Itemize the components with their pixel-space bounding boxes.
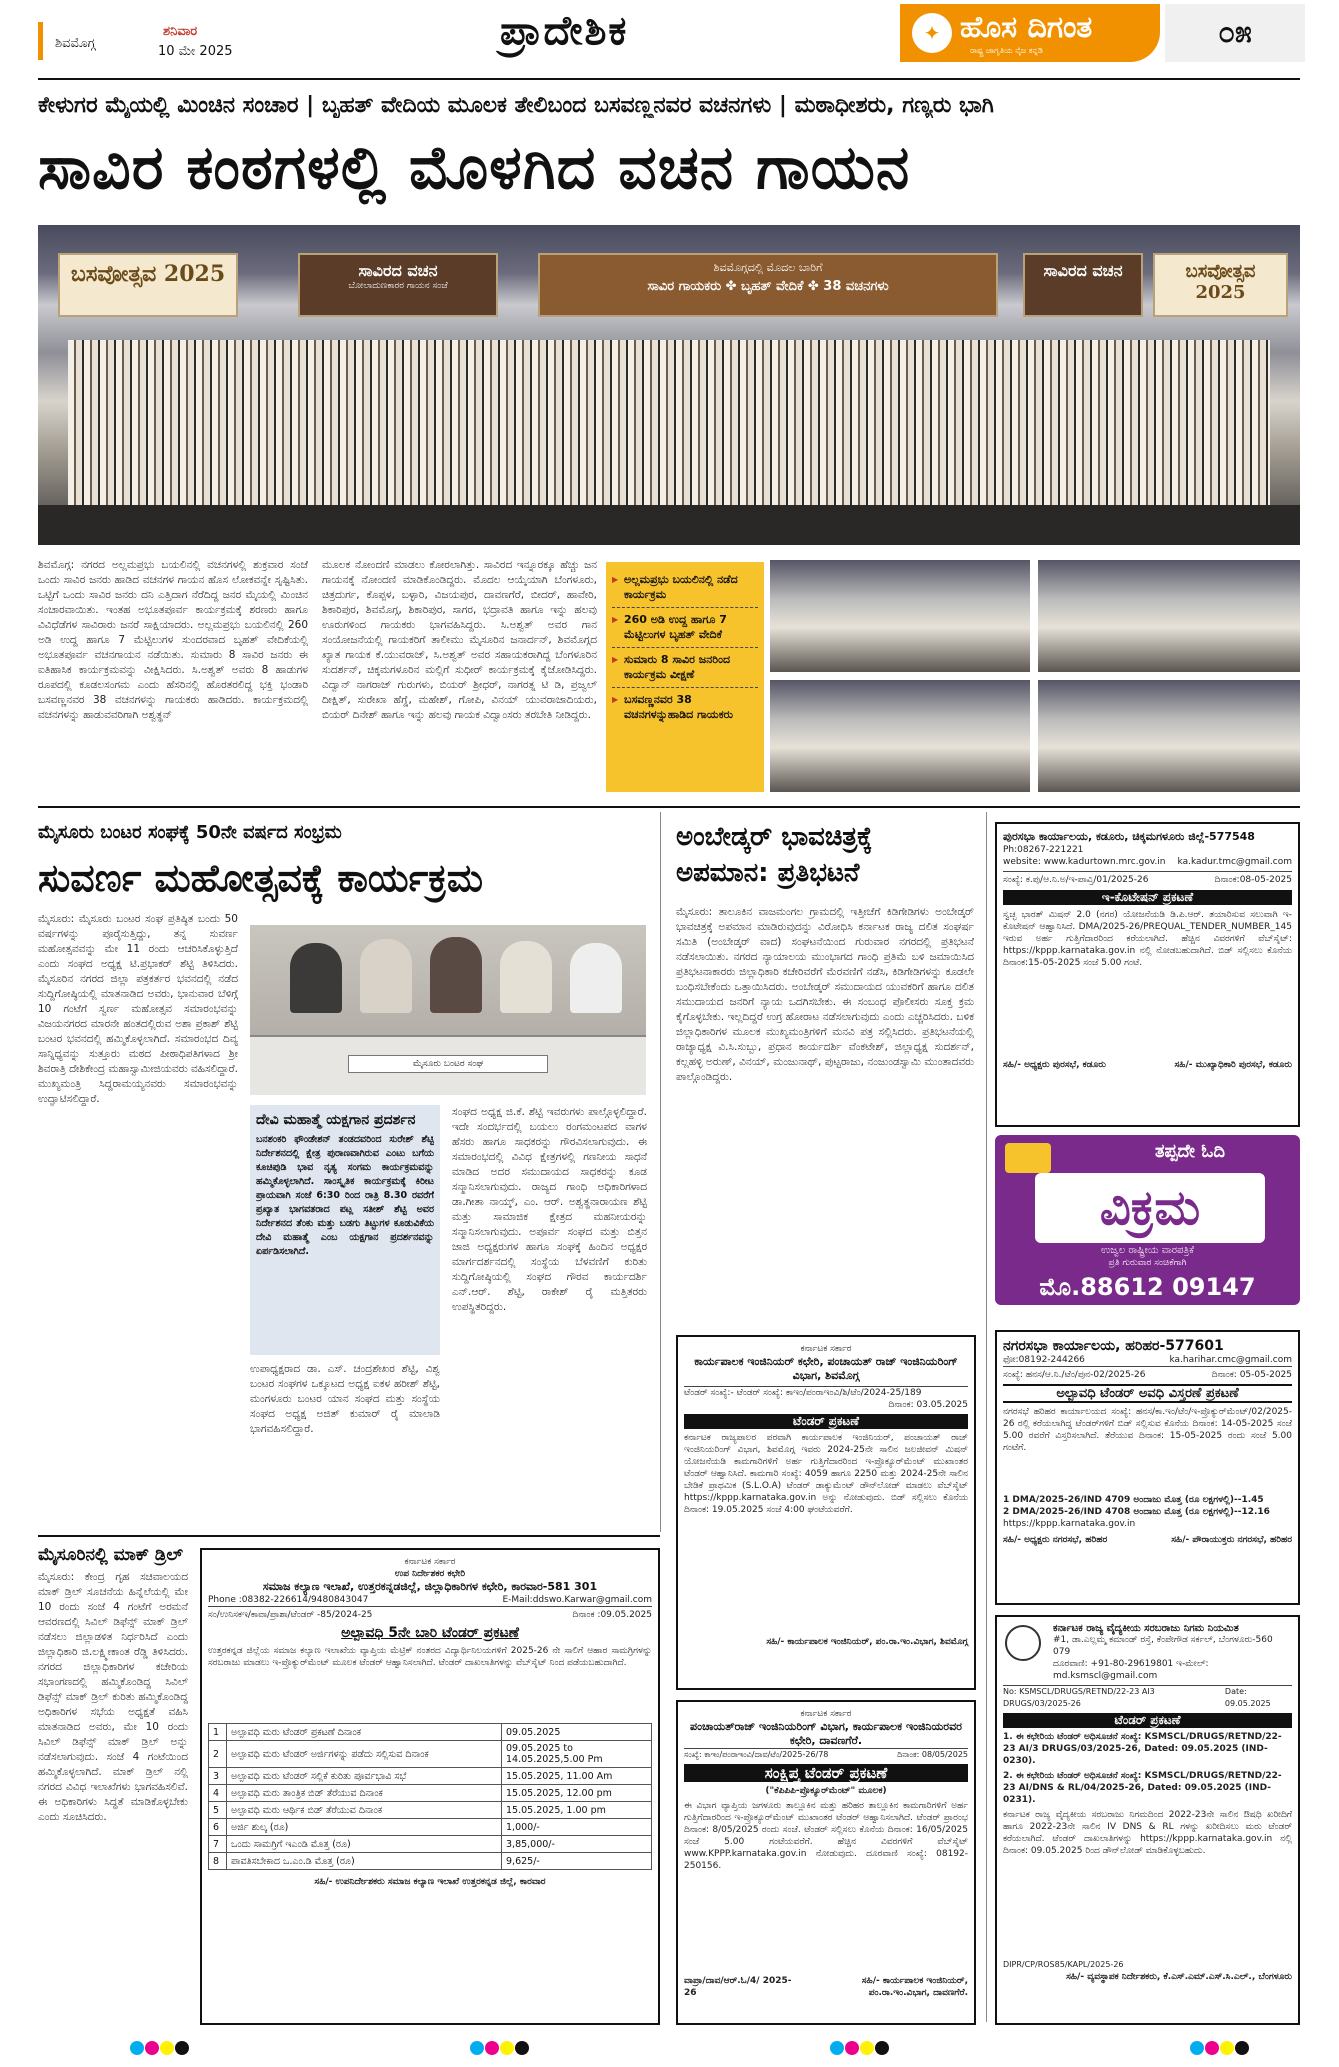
story3-body: ಮೈಸೂರು: ತಾಲೂಕಿನ ವಾಜಮಂಗಲ ಗ್ರಾಮದಲ್ಲಿ ಇತ್ತೀಚೆಗೆ ಕಿಡಿಗೇಡಿಗಳು ಅಂಬೇಡ್ಕರ್ ಭಾವಚಿತ್ರಕ್ಕೆ ಅಪಮಾನ ಮಾಡಿರುವುದನ್ನು ವಿರೋಧಿಸಿ ಕರ್ನಾಟಕ ರಾಜ್ಯ ದಲಿತ ಸಂಘರ್ಷ ಸಮಿತಿ (ಅಂಬೇಡ್ಕರ್ ವಾದ) ಸಂಘಟನೆಯಿಂದ ಗುರುವಾರ ನಗರದಲ್ಲಿ ಪ್ರತಿಭಟನೆ ನಡೆಸಲಾಯಿತು. ನಗರದ ನ್ಯಾಯಾಲಯ ಮುಂಭಾಗದ ಗಾಂಧಿ ಪ್ರತಿಮೆ ಬಳಿ ಜಮಾಯಿಸಿದ ಪ್ರತಿಭಟನಾಕಾರರು ಜಿಲ್ಲಾಧಿಕಾರಿ ಕಚೇರಿವರೆಗೆ ಮೆರವಣಿಗೆ ನಡೆಸಿ, ಕಿಡಿಗೇಡಿಗಳನ್ನು ಕೂಡಲೇ ಬಂಧಿಸಬೇಕೆಂದು ಒತ್ತಾಯಿಸಿದರು. ಅಂಬೇಡ್ಕರ್ ಸಮುದಾಯದ ಯುವಕರಿಗೆ ಹಾಗೂ ದಲಿತ ಸಮುದಾಯದ ಜನರಿಗೆ ನ್ಯಾಯ ಒದಗಿಸಬೇಕು. ಈ ಸಂಬಂಧ ಪೊಲೀಸರು ಸೂಕ್ತ ಕ್ರಮ ಕೈಗೊಳ್ಳಬೇಕು. ಇಲ್ಲದಿದ್ದರೆ ಉಗ್ರ ಹೋರಾಟ ನಡೆಸಲಾಗುವುದು ಎಂದು ಎಚ್ಚರಿಸಿದರು. ಬಳಿಕ ಜಿಲ್ಲಾಧಿಕಾರಿಗಳ ಮೂಲಕ ಮುಖ್ಯಮಂತ್ರಿಗಳಿಗೆ ಮನವಿ ಪತ್ರ ಸಲ್ಲಿಸಿದರು. ಪ್ರತಿಭಟನೆಯಲ್ಲಿ ರಾಜ್ಯಾಧ್ಯಕ್ಷ ವಿ.ಸಿ.ಸುಬ್ಬು, ಪ್ರಧಾನ ಕಾರ್ಯದರ್ಶಿ ವೆಂಕಟೇಶ್, ಜಿಲ್ಲಾಧ್ಯಕ್ಷ ಸುದರ್ಶನ್, ಕಲ್ಲಹಳ್ಳಿ ಅರುಣ್, ವಿನಯ್, ಮಂಜುನಾಥ್, ಪುಟ್ಟರಾಜು, ನಂಜುಂಡಸ್ವಾಮಿ ಮುಂತಾದವರು ಪಾಲ್ಗೊಂಡಿದ್ದರು. xyxy=(676,906,974,1083)
ad-ref: ಸಂಖ್ಯೆ: ಕ.ಪು/ಆ.ನಿ.ಅ/ಇ-ಪಾವ್ತಿ/01/2025-26 xyxy=(1003,875,1149,885)
ad-signatures xyxy=(1003,1059,1292,1071)
ad-sign: ಸಹಿ/- ಕಾರ್ಯಪಾಲಕ ಇಂಜಿನಿಯರ್, ಪಂ.ರಾ.ಇಂ.ವಿಭಾಗ, ಶಿವಮೊಗ್ಗ xyxy=(766,1637,968,1647)
table-row xyxy=(209,1819,652,1836)
ad-ref-row xyxy=(684,1748,968,1761)
ad-phone: ಫೋ:08192-244266 xyxy=(1003,1355,1085,1365)
ad-contact-row xyxy=(1003,856,1292,868)
ad-ref-row xyxy=(1003,1366,1292,1381)
row-number: 3 xyxy=(209,1768,227,1785)
print-registration-marks xyxy=(130,2040,190,2059)
masthead-dateline xyxy=(38,22,258,60)
table-row xyxy=(209,1768,652,1785)
ad-ref-row xyxy=(1003,1685,1292,1710)
ad-body: ನಗರಸಭೆ ಹರಿಹರ ಕಾರ್ಯಾಲಯದ ಸಂಖ್ಯೆ: ಹನಸ/ಕಾ.ಇಂ/ಟೆಂ/ಇ-ಪ್ರೊಕ್ಯುರ್‌ಮೆಂಟ್/02/2025-26 ರಲ್ಲಿ ಕರೆಯಲಾಗಿದ್ದ ಟೆಂಡರ್‌ಗಳಿಗೆ ಬಿಡ್ ಸಲ್ಲಿಸುವ ಕೊನೆಯ ದಿನಾಂಕ: 14-05-2025 ಸಂಜೆ 5.00 ರವರೆಗೆ ವಿಸ್ತರಿಸಲಾಗಿದೆ. ತೆರೆಯುವ ದಿನಾಂಕ: 15-05-2025 ರಂದು ಸಂಜೆ 5.00 ಗಂಟೆಗೆ. xyxy=(1003,1407,1292,1453)
ad-sign: ಸಹಿ/- ಅಧ್ಯಕ್ಷರು ನಗರಸಭೆ, ಹರಿಹರ xyxy=(1003,1535,1108,1545)
person-figure xyxy=(430,937,482,1013)
ad-sign: ಸಹಿ/- ಅಧ್ಯಕ್ಷರು ಪುರಸಭೆ, ಕಡೂರು xyxy=(1003,1060,1106,1070)
story3-kicker: ಅಂಬೇಡ್ಕರ್ ಭಾವಚಿತ್ರಕ್ಕೆ xyxy=(676,822,873,852)
lead-headline: ಸಾವಿರ ಕಂಠಗಳಲ್ಲಿ ಮೊಳಗಿದ ವಚನ ಗಾಯನ xyxy=(38,133,911,203)
tender-schedule-table xyxy=(208,1723,652,1870)
ad-org: ಕರ್ನಾಟಕ ರಾಜ್ಯ ವೈದ್ಯಕೀಯ ಸರಬರಾಜು ನಿಗಮ ನಿಯಮಿತ xyxy=(1053,1623,1239,1634)
ad-website: website: www.kadurtown.mrc.gov.in xyxy=(1003,857,1166,867)
ad-body: ಸ್ವಚ್ಛ ಭಾರತ್ ಮಿಷನ್ 2.0 (ನಗರ) ಯೋಜನೆಯಡಿ ಡಿ.ಪಿ.ಆರ್. ತಯಾರಿಸುವ ಸಲುವಾಗಿ ಇ-ಕೊಟೇಷನ್ ಆಹ್ವಾನಿಸಿದೆ. DMA/2025-26/PREQUAL_TENDER_NUMBER_145 ಇರುವ ಅರ್ಹ ಗುತ್ತಿಗೆದಾರರಿಂದ ಕರೆಯಲಾಗಿದೆ. ಹೆಚ್ಚಿನ ವಿವರಗಳಿಗೆ ವೆಬ್‌ಸೈಟ್: https://kppp.karnataka.gov.in ನಲ್ಲಿ ನೋಡಬಹುದಾಗಿದೆ. ಬಿಡ್ ಸಲ್ಲಿಸಲು ಕೊನೆಯ ದಿನಾಂಕ:15-05-2025 ಸಂಜೆ 5.00 ಗಂಟೆ. xyxy=(1003,910,1292,968)
sidebar-box-body: ಬನಶಂಕರಿ ಫೌಂಡೇಶನ್ ತಂಡದವರಿಂದ ಸುರೇಶ್ ಶೆಟ್ಟಿ ನಿರ್ದೇಶನದಲ್ಲಿ ಕ್ಷೇತ್ರ ಪುರಾಣವಾಗಿರುವ ಎಂಟು ಬಗೆಯ ಕೂಚಿಪುಡಿ ಭಾವ ನೃತ್ಯ ಸಂಗಮ ಕಾರ್ಯಕ್ರಮವನ್ನು ಹಮ್ಮಿಕೊಳ್ಳಲಾಗಿದೆ. ಸಾಂಸ್ಕೃತಿಕ ಕಾರ್ಯಕ್ರಮಕ್ಕೆ ಕಿರೀಟ ಪ್ರಾಯವಾಗಿ ಸಂಜೆ 6:30 ರಿಂದ ರಾತ್ರಿ 8.30 ರವರೆಗೆ ಪ್ರಖ್ಯಾತ ಭಾಗವತರಾದ ಪಟ್ಲ ಸತೀಶ್ ಶೆಟ್ಟಿ ಅವರ ನಿರ್ದೇಶನದ ತೆಂಕು ಮತ್ತು ಬಡಗು ತಿಟ್ಟುಗಳ ಕೂಡುವಿಕೆಯ ದೇವಿ ಮಹಾತ್ಮೆ ಎಂಬ ಯಕ್ಷಗಾನ ಪ್ರದರ್ಶನವನ್ನು ಏರ್ಪಡಿಸಲಾಗಿದೆ. xyxy=(256,1134,434,1257)
ad-item: 2. ಈ ಕಛೇರಿಯ ಟೆಂಡರ್ ಅಧಿಸೂಚನೆ ಸಂಖ್ಯೆ: KSMSCL/DRUGS/RETND/22-23 AI/DNS & RL/04/2025-26, Dated: 09.05.2025 (IND-0231). xyxy=(1003,1771,1282,1805)
person-figure xyxy=(500,941,552,1013)
stage-floor xyxy=(38,505,1300,545)
story4-headline: ಮೈಸೂರಿನಲ್ಲಿ ಮಾಕ್ ಡ್ರಿಲ್ xyxy=(38,1545,183,1565)
highlight-item: ▶ ಸುಮಾರು 8 ಸಾವಿರ ಜನರಿಂದ ಕಾರ್ಯಕ್ರಮ ವೀಕ್ಷಣೆ xyxy=(612,648,758,688)
story2-sidebar-box xyxy=(250,1105,440,1355)
ad-ref-date: ದಿನಾಂಕ :09.05.2025 xyxy=(572,1610,652,1620)
ad-body: ಕರ್ನಾಟಕ ರಾಜ್ಯಪಾಲರ ಪರವಾಗಿ ಕಾರ್ಯಪಾಲಕ ಇಂಜಿನಿಯರ್, ಪಂಚಾಯತ್ ರಾಜ್ ಇಂಜಿನಿಯರಿಂಗ್ ವಿಭಾಗ, ಶಿವಮೊಗ್ಗ ಇವರು 2024-25ನೇ ಸಾಲಿನ ಜಲಜೀವನ್ ಮಿಷನ್ ಯೋಜನೆಯಡಿ ಕಾಮಗಾರಿಗಳಿಗೆ ಅರ್ಹ ಗುತ್ತಿಗೆದಾರರಿಂದ ಇ-ಪ್ರೊಕ್ಯೂರ್‌ಮೆಂಟ್ ಮುಖಾಂತರ ಟೆಂಡರ್ ಆಹ್ವಾನಿಸಿದೆ. ಕಾಮಗಾರಿ ಸಂಖ್ಯೆ: 4059 ಹಾಗೂ 2250 ಮತ್ತು 2024-25ನೇ ಸಾಲಿನ ಬೇಡಿಕೆ ಪ್ರಾಥಮಿಕ (S.L.O.A) ಟೆಂಡರ್ ಡಾಕ್ಯುಮೆಂಟ್ ಡೌನ್‌ಲೋಡ್ ಮಾಡಲು ವೆಬ್‌ಸೈಟ್ https://kppp.karnataka.gov.in ಅನ್ನು ನೋಡುವುದು. ಬಿಡ್ ಸಲ್ಲಿಸಲು ಕೊನೆಯ ದಿನಾಂಕ: 19.05.2025 ಸಂಜೆ 4:00 ಘಂಟೆಯವರೆಗೆ. xyxy=(684,1433,968,1515)
ad-contact-row xyxy=(208,1594,652,1606)
print-registration-marks xyxy=(830,2040,890,2059)
story2-photo xyxy=(250,925,646,1095)
ad-office: ಪುರಸಭಾ ಕಾರ್ಯಾಲಯ, ಕಡೂರು, ಚಿಕ್ಕಮಗಳೂರು ಜಿಲ್ಲೆ-577548 xyxy=(1003,830,1255,843)
ad-ref: ಟೆಂಡರ್ ಸಂಖ್ಯೆ:- ಟೆಂಡರ್ ಸಂಖ್ಯೆ: ಕಾಇಂ/ಪಂರಾಇಂವಿ/ಶಿ/ಟೆಂ/2024-25/189 xyxy=(684,1386,968,1399)
ad-subtitle: ("ಕೆಪಿಪಿಪಿ-ಪ್ರೊಕ್ಯೂರ್‌ಮೆಂಟ್" ಮೂಲಕ) xyxy=(765,1786,887,1796)
ad-gov: ಕರ್ನಾಟಕ ಸರ್ಕಾರ xyxy=(800,1344,852,1354)
brand-name: ಹೊಸ ದಿಗಂತ xyxy=(960,10,1093,45)
print-registration-marks xyxy=(1190,2040,1250,2059)
ad-ref: No: KSMSCL/DRUGS/RETND/22-23 AI3 DRUGS/03/2025-26 xyxy=(1003,1687,1155,1708)
lead-body-col2: ಮೂಲಕ ನೋಂದಣಿ ಮಾಡಲು ಕೋರಲಾಗಿತ್ತು. ಸಾವಿರದ ಇನ್ನೂರಕ್ಕೂ ಹೆಚ್ಚು ಜನ ಗಾಯನಕ್ಕೆ ನೋಂದಣಿ ಮಾಡಿಕೊಂಡಿದ್ದರು. ಮೊದಲ ಆಯ್ಕೆಯಾಗಿ ಬೆಂಗಳೂರು, ಚಿತ್ರದುರ್ಗ, ಕೊಪ್ಪಳ, ಬಳ್ಳಾರಿ, ವಿಜಯಪುರ, ದಾವಣಗೆರೆ, ಬೀದರ್, ಹಾವೇರಿ, ಶಿಕಾರಿಪುರ, ಶಿವಮೊಗ್ಗ, ಶಿಕಾರಿಪುರ, ಸಾಗರ, ಭದ್ರಾವತಿ ಹಾಗೂ ಇನ್ನು ಹಲವು ಊರುಗಳಿಂದ ಗಾಯಕರು ಭಾಗವಹಿಸಿದ್ದರು. ಸಿ.ಅಶ್ವತ್ ಅವರ ಗಾನ ಸಂಯೋಜನೆಯಲ್ಲಿ ಗಾಯಕರಿಗೆ ತಾಲೀಮು ಮೈಸೂರಿನ ಜನಾರ್ದನ್, ಶಿವಮೊಗ್ಗದ ಖ್ಯಾತ ಗಾಯಕ ಕೆ.ಯುವರಾಜ್, ಸಿ.ಅಶ್ವತ್ ಅವರ ಸಹಾಯಕರಾಗಿದ್ದ ಬೆಂಗಳೂರಿನ ಸುದರ್ಶನ್, ಚಿಕ್ಕಮಗಳೂರಿನ ಮಲ್ಲಿಗೆ ಸುಧೀರ್ ಕಾರ್ಯಕ್ರಮಕ್ಕೆ ಕೈಜೋಡಿಸಿದ್ದರು. ವಿದ್ವಾನ್ ನಾಗರಾಜ್ ಗುರುಗಳು, ಬಿಯರ್ ಶ್ರೀಧರ್, ನಾಗರತ್ನ ಟಿ ಡಿ, ಪ್ರಜ್ವಲ್ ದೀಕ್ಷಿತ್, ಸುರೇಖಾ ಹೆಗ್ಡೆ, ಮಹೇಶ್, ಗೋಪಿ, ವಿನಯ್ ಯುವರಾಜಾದಿಯರು, ಬಿಯರ್ ದಿನೇಶ್ ಹಾಗೂ ಇನ್ನು ಹಲವು ಗಾಯಕ ವಿದ್ವಾಂಸರು ತರಬೇತಿ ನೀಡಿದ್ದರು. xyxy=(322,559,597,721)
row-number: 8 xyxy=(209,1853,227,1870)
ad-gov: ಕರ್ನಾಟಕ ಸರ್ಕಾರ xyxy=(404,1557,456,1567)
table-banner: ಮೈಸೂರು ಬಂಟರ ಸಂಘ xyxy=(348,1055,548,1073)
print-registration-marks xyxy=(470,2040,530,2059)
table-row xyxy=(209,1802,652,1819)
row-label: ಒಂದು ಸಾಮಗ್ರಿಗೆ ಇಎಂಡಿ ಮೊತ್ತ (ರೂ) xyxy=(227,1836,502,1853)
ad-office: ಪಂಚಾಯತ್‌ರಾಜ್ ಇಂಜಿನಿಯರಿಂಗ್ ವಿಭಾಗ, ಕಾರ್ಯಪಾಲಕ ಇಂಜಿನಿಯರವರ ಕಛೇರಿ, ದಾವಣಗೆರೆ. xyxy=(690,1720,962,1747)
ad-title: ಟೆಂಡರ್ ಪ್ರಕಟಣೆ xyxy=(684,1414,968,1429)
ad-ref-date: Date: 09.05.2025 xyxy=(1224,1687,1271,1708)
ad-footer-row xyxy=(1003,1959,1292,1971)
ad-phone: Phone :08382-226614/9480843047 xyxy=(208,1595,369,1605)
ad-sign: ಸಹಿ/- ಉಪನಿರ್ದೇಶಕರು ಸಮಾಜ ಕಲ್ಯಾಣ ಇಲಾಖೆ ಉತ್ತರಕನ್ನಡ ಜಿಲ್ಲೆ, ಕಾರವಾರ xyxy=(314,1877,546,1887)
ad-kadur xyxy=(995,822,1300,1127)
ad-footer-row xyxy=(684,1975,968,1999)
ad-title: ಅಲ್ಪಾವಧಿ 5ನೇ ಬಾರಿ ಟೆಂಡರ್ ಪ್ರಕಟಣೆ xyxy=(341,1625,519,1641)
ad-sign: ಸಹಿ/- ಮುಖ್ಯಾಧಿಕಾರಿ ಪುರಸಭೆ, ಕಡೂರು xyxy=(1174,1060,1292,1070)
banner-basavotsava-left: ಬಸವೋತ್ಸವ 2025 xyxy=(58,253,238,317)
banner-center xyxy=(538,253,998,317)
press-table xyxy=(250,1035,646,1095)
ad-office: ಕಾರ್ಯಪಾಲಕ ಇಂಜಿನಿಯರ್ ಕಛೇರಿ, ಪಂಚಾಯತ್ ರಾಜ್ ಇಂಜಿನಿಯರಿಂಗ್ ವಿಭಾಗ, ಶಿವಮೊಗ್ಗ xyxy=(694,1355,958,1382)
row-label: ಅಲ್ಪಾವಧಿ ಮರು ತಾಂತ್ರಿಕ ಬಿಡ್ ತೆರೆಯುವ ದಿನಾಂಕ xyxy=(227,1785,502,1802)
flag-icon xyxy=(1005,1143,1051,1173)
event-photo-1 xyxy=(770,560,1030,672)
sidebar-box-title: ದೇವಿ ಮಹಾತ್ಮೆ ಯಕ್ಷಗಾನ ಪ್ರದರ್ಶನ xyxy=(256,1112,416,1128)
row-value: 1,000/- xyxy=(502,1819,652,1836)
dateline-date: 10 ಮೇ 2025 xyxy=(158,44,233,59)
row-value: 09.05.2025 xyxy=(502,1724,652,1741)
row-number: 2 xyxy=(209,1741,227,1768)
person-figure xyxy=(360,939,412,1013)
section-title: ಪ್ರಾದೇಶಿಕ xyxy=(500,8,629,54)
row-value: 09.05.2025 to 14.05.2025,5.00 Pm xyxy=(502,1741,652,1768)
ad-body: ಉತ್ತರಕನ್ನಡ ಜಿಲ್ಲೆಯ ಸಮಾಜ ಕಲ್ಯಾಣ ಇಲಾಖೆಯ ವ್ಯಾಪ್ತಿಯ ಮೆಟ್ರಿಕ್ ನಂತರದ ವಿದ್ಯಾರ್ಥಿನಿಲಯಗಳಿಗೆ 2025-26 ನೇ ಸಾಲಿಗೆ ಆಹಾರ ಸಾಮಗ್ರಿಗಳನ್ನು ಸರಬರಾಜು ಮಾಡಲು ಇ-ಪ್ರೊಕ್ಯುರ್‌ಮೆಂಟ್ ಮೂಲಕ ಟೆಂಡರ್ ಆಹ್ವಾನಿಸಲಾಗಿದೆ. ಟೆಂಡರ್ ದಾಖಲಾತಿಗಳನ್ನು ವೆಬ್‌ಸೈಟ್ ನಿಂದ ಪಡೆಯಬಹುದಾಗಿದೆ. xyxy=(208,1646,652,1668)
row-number: 1 xyxy=(209,1724,227,1741)
divider xyxy=(986,812,987,2022)
ad-ref-row xyxy=(1003,871,1292,886)
ad-title: ಟೆಂಡರ್ ಪ್ರಕಟಣೆ xyxy=(1003,1713,1292,1728)
ad-contact: ದೂರವಾಣಿ: +91-80-29619801 ಇ-ಮೇಲ್: md.ksmscl@gmail.com xyxy=(1053,1659,1209,1681)
highlight-item: ▶ ಬಸವಣ್ಣನವರ 38 ವಚನಗಳನ್ನುಹಾಡಿದ ಗಾಯಕರು xyxy=(612,688,758,727)
choir-crowd xyxy=(68,340,1270,510)
table-row xyxy=(209,1785,652,1802)
banner-savirada-vachana-left xyxy=(298,253,498,317)
event-photo-4 xyxy=(1038,680,1300,792)
newspaper-logo xyxy=(900,4,1160,62)
ad-office: ನಗರಸಭಾ ಕಾರ್ಯಾಲಯ, ಹರಿಹರ-577601 xyxy=(1003,1338,1224,1354)
ad-harihar xyxy=(995,1330,1300,1605)
ad-body: ಕರ್ನಾಟಕ ರಾಜ್ಯ ವೈದ್ಯಕೀಯ ಸರಬರಾಜು ನಿಗಮದಿಂದ 2022-23ನೇ ಸಾಲಿನ ಔಷಧಿ ಖರೀದಿಗೆ ಹಾಗೂ 2022-23ನೇ ಸಾಲಿನ IV DNS & RL ಗಳನ್ನು ಖರೀದಿಸಲು ಮರು ಟೆಂಡರ್ ಕರೆಯಲಾಗಿದೆ. ಟೆಂಡರ್ ದಾಖಲಾತಿಗಳನ್ನು https://kppp.karnataka.gov.in ನಲ್ಲಿ ದಿನಾಂಕ: 09.05.2025 ರಿಂದ ಡೌನ್‌ಲೋಡ್ ಮಾಡಿಕೊಳ್ಳಬಹುದು. xyxy=(1003,1810,1292,1856)
ad-sign: ಸಹಿ/- ಕಾರ್ಯಪಾಲಕ ಇಂಜಿನಿಯರ್, ಪಂ.ರಾ.ಇಂ.ವಿಭಾಗ, ದಾವಣಗೆರೆ. xyxy=(861,1976,968,1998)
divider xyxy=(38,806,1300,808)
ad-pwd-shivamogga xyxy=(676,1335,976,1690)
dateline-day: ಶನಿವಾರ xyxy=(163,24,198,39)
ad-title: ಅಲ್ಪಾವಧಿ ಟೆಂಡರ್ ಅವಧಿ ವಿಸ್ತರಣೆ ಪ್ರಕಟಣೆ xyxy=(1003,1384,1292,1403)
vikrama-sub2: ಪ್ರತಿ ಗುರುವಾರ ಸಂಚಿಕೆಗಾಗಿ xyxy=(1108,1258,1187,1268)
banner-center-top: ಶಿವಮೊಗ್ಗದಲ್ಲಿ ಮೊದಲ ಬಾರಿಗೆ xyxy=(713,261,823,274)
story2-body-col3: ಸಂಘದ ಅಧ್ಯಕ್ಷ ಜಿ.ಕೆ. ಶೆಟ್ಟಿ ಇವರುಗಳು ಪಾಲ್ಗೊಳ್ಳಲಿದ್ದಾರೆ. ಇದೇ ಸಂದರ್ಭದಲ್ಲಿ ಬಯಲು ರಂಗಮಂಟಪದ ವಾಗಳ ಹೆಸರು ಹಾಗೂ ಸಾಧಕರನ್ನು ಗೌರವಿಸಲಾಗುವುದು. ಈ ಸಮಾರಂಭದಲ್ಲಿ ವಿವಿಧ ಕ್ಷೇತ್ರಗಳಲ್ಲಿ ಗಣನೀಯ ಸಾಧನೆ ಮಾಡಿದ ಅದರ ಸಮುದಾಯದ ಸಾಧಕರನ್ನು ಕೂಡ ಸನ್ಮಾನಿಸಲಾಗುವುದು. ರಾಜ್ಯದ ಗಾಂಧಿ ಅಧಿಕಾರಿಗಳಾದ ಡಾ.ಗೀತಾ ನಾಯ್ಕ್, ಎಂ. ಆರ್. ಅಶ್ವತ್ಥನಾರಾಯಣ ಶೆಟ್ಟಿ ಮತ್ತು ಸಾಮಾಜಿಕ ಕ್ಷೇತ್ರದ ಮಹನೀಯರನ್ನು ಸನ್ಮಾನಿಸಲಾಗುವುದು. ಅಪೂರ್ವ ಸಂಘದ ಮತ್ತು ಬಿತ್ತನ ಜಾಜಿ ಅಧ್ಯಕ್ಷರುಗಳ ಹಾಗೂ ಸಂಘಕ್ಕೆ ಹಿಂದಿನ ಅಧ್ಯಕ್ಷರ ಮಾರ್ಗದರ್ಶನದಲ್ಲಿ ಸಂಸ್ಥೆಯ ಬೆಳವಣಿಗೆ ಕುರಿತು ಸುದ್ದಿಗೋಷ್ಠಿಯಲ್ಲಿ ಸಂಘದ ಗೌರವ ಕಾರ್ಯದರ್ಶಿ ಎನ್.ಆರ್. ಶೆಟ್ಟಿ, ರಾಕೇಶ್ ರೈ ಮತ್ತಿತರರು ಉಪಸ್ಥಿತರಿದ್ದರು. xyxy=(452,1106,647,1313)
ad-ref-date: ದಿನಾಂಕ: 03.05.2025 xyxy=(888,1400,968,1410)
ad-ksmscl xyxy=(995,1615,1300,2025)
table-row xyxy=(209,1741,652,1768)
ad-addr: #1, ಡಾ.ಎಲ್ಲಮ್ಮ ಕಮಾಂಡ್ ರಸ್ತೆ, ಕೆಂಪೇಗೌಡ ಸರ್ಕಲ್, ಬೆಂಗಳೂರು-560 079 xyxy=(1053,1635,1273,1657)
highlight-item: ▶ ಅಲ್ಲಮಪ್ರಭು ಬಯಲಿನಲ್ಲಿ ನಡೆದ ಕಾರ್ಯಕ್ರಮ xyxy=(612,568,758,608)
banner-text: ಸಾವಿರದ ವಚನ xyxy=(358,261,438,280)
table-row xyxy=(209,1853,652,1870)
row-number: 7 xyxy=(209,1836,227,1853)
row-label: ಅಲ್ಪಾವಧಿ ಮರು ಟೆಂಡರ್ ಸಲ್ಲಿಕೆ ಕುರಿತು ಪೂರ್ವಭಾವಿ ಸಭೆ xyxy=(227,1768,502,1785)
row-value: 15.05.2025, 1.00 pm xyxy=(502,1802,652,1819)
row-label: ಅಲ್ಪಾವಧಿ ಮರು ಟೆಂಡರ್ ಅರ್ಜಿಗಳನ್ನು ಪಡೆದು ಸಲ್ಲಿಸುವ ದಿನಾಂಕ xyxy=(227,1741,502,1768)
table-row xyxy=(209,1836,652,1853)
ad-office: ಸಮಾಜ ಕಲ್ಯಾಣ ಇಲಾಖೆ, ಉತ್ತರಕನ್ನಡಜಿಲ್ಲೆ, ಜಿಲ್ಲಾಧಿಕಾರಿಗಳ ಕಛೇರಿ, ಕಾರವಾರ-581 301 xyxy=(262,1580,598,1593)
emblem-icon xyxy=(1005,1625,1041,1661)
ad-sign: ಸಹಿ/- ಪೌರಾಯುಕ್ತರು ನಗರಸಭೆ, ಹರಿಹರ xyxy=(1171,1535,1292,1545)
brand-tagline: ರಾಷ್ಟ್ರ ಜಾಗೃತಿಯ ನೈಜ ಕನ್ನಡಿ xyxy=(970,46,1043,55)
ad-karwar xyxy=(200,1548,660,2025)
lead-body-col1: ಶಿವಮೊಗ್ಗ: ನಗರದ ಅಲ್ಲಮಪ್ರಭು ಬಯಲಿನಲ್ಲಿ ವಚನಗಳಲ್ಲಿ ಶುಕ್ರವಾರ ಸಂಜೆ ಒಂದು ಸಾವಿರ ಜನರು ಹಾಡಿದ ವಚನಗಳ ಗಾಯನ ಹೊಸ ಲೋಕವನ್ನೇ ಸೃಷ್ಟಿಸಿತು. ಒಟ್ಟಿಗೆ ಒಂದು ಸಾವಿರ ಜನರು ದನಿ ಎತ್ತಿದಾಗ ನೆರೆದಿದ್ದ ಜನರ ಮೈಯಲ್ಲಿ ಮಿಂಚಿನ ಸಂಚಾರವಾಯಿತು. ಇಂತಹ ಅಭೂತಪೂರ್ವ ಕಾರ್ಯಕ್ರಮಕ್ಕೆ ಶರಣರು ಹಾಗೂ ವಿವಿಧೆಡೆಗಳ ಸಾವಿರಾರು ಜನರೆ ಸಾಕ್ಷಿಯಾದರು. ಅಲ್ಲಮಪ್ರಭು ಬಯಲಿನಲ್ಲಿ 260 ಅಡಿ ಉದ್ದ ಹಾಗೂ 7 ಮೆಟ್ಟಿಲುಗಳ ಸುಂದರವಾದ ಬೃಹತ್ ವೇದಿಕೆಯಲ್ಲಿ ಅಭೂತಪೂರ್ವ ವಚನಗಾಯನ ನಡೆಯಿತು. ಸುಮಾರು 8 ಸಾವಿರ ಜನರು ಈ ಐತಿಹಾಸಿಕ ಕಾರ್ಯಕ್ರಮವನ್ನು ವೀಕ್ಷಿಸಿದರು. ಸಿ.ಅಶ್ವತ್ ಅವರು 8 ಹಾಡುಗಳ ರೂಪದಲ್ಲಿ ಕೂಡಲಸಂಗಮ ಎಂದು ಹೆಸರಿನಲ್ಲಿ ಹೊರತರಲಿದ್ದ ಭಕ್ತಿ ಭಂಡಾರಿ ಬಸವಣ್ಣನವರ 38 ವಚನಗಳನ್ನು ಗಾಯಕರು ಹಾಡಿದರು. ಕಾರ್ಯಕ್ರಮದಲ್ಲಿ ವಚನಗಳನ್ನು ಹಾಡುವವರಿಗಾಗಿ ಅಶ್ವತ್ಥನ್ xyxy=(38,559,308,721)
ad-row: 1 DMA/2025-26/IND 4709 ಅಂದಾಜು ಮೊತ್ತ (ರೂ ಲಕ್ಷಗಳಲ್ಲಿ)--1.45 xyxy=(1003,1495,1264,1505)
ad-contact-row xyxy=(1003,1354,1292,1366)
event-photo-3 xyxy=(770,680,1030,792)
page-number: ೦೫ xyxy=(1165,4,1305,62)
row-number: 4 xyxy=(209,1785,227,1802)
ad-ref: ಸಂಖ್ಯೆ: ಕಾಇಂ/ಪಂರಾಇಂವಿ/ದಾವ/ಟೆಂ/2025-26/78 xyxy=(684,1750,829,1759)
row-value: 9,625/- xyxy=(502,1853,652,1870)
banner-savirada-vachana-right: ಸಾವಿರದ ವಚನ xyxy=(1023,253,1143,317)
highlights-box xyxy=(606,562,764,792)
row-value: 15.05.2025, 11.00 Am xyxy=(502,1768,652,1785)
ad-ref-date: ದಿನಾಂಕ: 05-05-2025 xyxy=(1211,1370,1292,1380)
divider xyxy=(38,1535,660,1537)
ad-signatures xyxy=(1003,1534,1292,1546)
vikrama-top: ತಪ್ಪದೇ ಓದಿ xyxy=(1155,1141,1225,1162)
vikrama-name: ವಿಕ್ರಮ xyxy=(1035,1173,1265,1243)
person-figure xyxy=(570,943,622,1013)
banner-center-text: ಸಾವಿರ ಗಾಯಕರು ✤ ಬೃಹತ್ ವೇದಿಕೆ ✤ 38 ವಚನಗಳು xyxy=(647,279,889,294)
story2-kicker: ಮೈಸೂರು ಬಂಟರ ಸಂಘಕ್ಕೆ 50ನೇ ವರ್ಷದ ಸಂಭ್ರಮ xyxy=(38,822,342,843)
story2-body-col2: ಉಪಾಧ್ಯಕ್ಷರಾದ ಡಾ. ಎಸ್. ಚಂದ್ರಶೇಖರ ಶೆಟ್ಟಿ, ವಿಶ್ವ ಬಂಟರ ಸಂಘಗಳ ಒಕ್ಕೂಟದ ಅಧ್ಯಕ್ಷ ಐಕಳ ಹರೀಶ್ ಶೆಟ್ಟಿ, ಮಂಗಳೂರು ಬಂಟರ ಯಾನ ಸಂಘದ ಮತ್ತು ಸಂಸ್ಥೆಯ ಸಂಘದ ಅಧ್ಯಕ್ಷ ಅಜಿತ್ ಕುಮಾರ್ ರೈ ಮಾಲಾಡಿ ಭಾಗವಹಿಸಲಿದ್ದಾರೆ. xyxy=(250,1363,440,1435)
ad-email: ka.harihar.cmc@gmail.com xyxy=(1169,1355,1292,1365)
ad-title: ಇ-ಕೊಟೇಷನ್ ಪ್ರಕಟಣೆ xyxy=(1003,890,1292,905)
divider xyxy=(660,812,661,1532)
ad-dept: ಉಪ ನಿರ್ದೇಶಕರ ಕಛೇರಿ xyxy=(394,1569,466,1579)
ad-row: 2 DMA/2025-26/IND 4708 ಅಂದಾಜು ಮೊತ್ತ (ರೂ ಲಕ್ಷಗಳಲ್ಲಿ)--12.16 xyxy=(1003,1507,1270,1517)
ad-ref: ಸಂಖ್ಯೆ: ಹನಸ/ಆ.ನಿ./ಟೆಂ/ಪುನ-02/2025-26 xyxy=(1003,1370,1146,1380)
ad-site: https://kppp.karnataka.gov.in xyxy=(1003,1519,1136,1529)
row-label: ಅಲ್ಪಾವಧಿ ಮರು ಟೆಂಡರ್ ಪ್ರಕಟಣೆ ದಿನಾಂಕ xyxy=(227,1724,502,1741)
ad-title: ಸಂಕ್ಷಿಪ್ತ ಟೆಂಡರ್ ಪ್ರಕಟಣೆ xyxy=(684,1764,968,1782)
banner-basavotsava-right: ಬಸವೋತ್ಸವ 2025 xyxy=(1153,253,1288,317)
ad-email: ka.kadur.tmc@gmail.com xyxy=(1177,857,1292,867)
ad-body: ಈ ವಿಭಾಗ ವ್ಯಾಪ್ತಿಯ ಜಗಳೂರು ತಾಲ್ಲೂಕಿನ ಮತ್ತು ಹರಿಹರ ತಾಲ್ಲೂಕಿನ ಕಾಮಗಾರಿಗಳಿಗೆ ಅರ್ಹ ಗುತ್ತಿಗೆದಾರರಿಂದ ಇ-ಪ್ರೊಕ್ಯೂರ್‌ಮೆಂಟ್ ಮುಖಾಂತರ ಟೆಂಡರ್ ಆಹ್ವಾನಿಸಲಾಗಿದೆ. ಟೆಂಡರ್ ಪ್ರಾರಂಭ ದಿನಾಂಕ: 8/05/2025 ರಂದು ಸಂಜೆ. ಟೆಂಡರ್ ಸಲ್ಲಿಸಲು ಕೊನೆಯ ದಿನಾಂಕ: 16/05/2025 ಸಂಜೆ 5.00 ಗಂಟೆಯವರೆಗೆ. ಹೆಚ್ಚಿನ ವಿವರಗಳಿಗೆ ವೆಬ್‌ಸೈಟ್ www.KPPP.karnataka.gov.in ನೋಡುವುದು. ದೂರವಾಣಿ ಸಂಖ್ಯೆ: 08192-250156. xyxy=(684,1801,968,1871)
row-label: ಪಾವತಿಸಬೇಕಾದ ಒ.ಎಂ.ಡಿ ಮೊತ್ತ (ರೂ) xyxy=(227,1853,502,1870)
ad-phone: Ph:08267-221221 xyxy=(1003,845,1084,855)
ad-footer: ವಾಪ್ರಾ/ದಾವ/ಆರ್.ಓ/4/ 2025-26 xyxy=(684,1976,792,1998)
ad-item: 1. ಈ ಕಛೇರಿಯ ಟೆಂಡರ್ ಅಧಿಸೂಚನೆ ಸಂಖ್ಯೆ: KSMSCL/DRUGS/RETND/22-23 AI/3 DRUGS/03/2025-26, Dated: 09.05.2025 (IND-0230). xyxy=(1003,1732,1282,1766)
vikrama-phone: ಮೊ.88612 09147 xyxy=(1039,1273,1256,1301)
table-row xyxy=(209,1724,652,1741)
story3-headline: ಅಪಮಾನ: ಪ್ರತಿಭಟನೆ xyxy=(676,858,860,888)
row-label: ಅಲ್ಪಾವಧಿ ಮರು ಆರ್ಥಿಕ ಬಿಡ್ ತೆರೆಯುವ ದಿನಾಂಕ xyxy=(227,1802,502,1819)
ad-ref: ಸಂ/ಉನಿಸಕಇ/ಕಾವಾ/ಪ್ರಾಶಾ/ಟೆಂಡರ್ -85/2024-25 xyxy=(208,1610,373,1620)
lead-photo xyxy=(38,225,1300,545)
ad-davangere xyxy=(676,1700,976,2025)
ad-vikrama xyxy=(995,1135,1300,1305)
row-label: ಅರ್ಜಿ ಶುಲ್ಕ (ರೂ) xyxy=(227,1819,502,1836)
story2-headline: ಸುವರ್ಣ ಮಹೋತ್ಸವಕ್ಕೆ ಕಾರ್ಯಕ್ರಮ xyxy=(38,856,484,900)
ad-sign: ಸಹಿ/- ವ್ಯವಸ್ಥಾಪಕ ನಿರ್ದೇಶಕರು, ಕೆ.ಎಸ್.ಎಮ್.ಎಸ್.ಸಿ.ಎಲ್., ಬೆಂಗಳೂರು xyxy=(1066,1972,1292,1982)
lead-kicker: ಕೇಳುಗರ ಮೈಯಲ್ಲಿ ಮಿಂಚಿನ ಸಂಚಾರ | ಬೃಹತ್ ವೇದಿಯ ಮೂಲಕ ತೇಲಿಬಂದ ಬಸವಣ್ಣನವರ ವಚನಗಳು | ಮಠಾಧೀಶರು, ಗಣ್ಯರು ಭಾಗಿ xyxy=(38,93,994,118)
dateline-city: ಶಿವಮೊಗ್ಗ xyxy=(55,36,96,51)
ad-gov: ಕರ್ನಾಟಕ ಸರ್ಕಾರ xyxy=(800,1709,852,1719)
row-value: 15.05.2025, 12.00 pm xyxy=(502,1785,652,1802)
row-value: 3,85,000/- xyxy=(502,1836,652,1853)
ad-email: E-Mail:ddswo.Karwar@gmail.com xyxy=(502,1595,652,1605)
ad-ref-date: ದಿನಾಂಕ: 08/05/2025 xyxy=(897,1750,968,1759)
ad-footer: DIPR/CP/ROS85/KAPL/2025-26 xyxy=(1003,1960,1124,1969)
ad-ref-row xyxy=(208,1606,652,1621)
ad-ref-date: ದಿನಾಂಕ:08-05-2025 xyxy=(1214,875,1292,885)
divider xyxy=(38,78,1300,80)
banner-subtext: ಬೋಲಾದುಣಕಾರರ ಗಾಯನ ಸಂಜೆ xyxy=(348,281,448,291)
story4-body: ಮೈಸೂರು: ಕೇಂದ್ರ ಗೃಹ ಸಚಿವಾಲಯದ ಮಾಕ್ ಡ್ರಿಲ್ ಸೂಚನೆಯ ಹಿನ್ನೆಲೆಯಲ್ಲಿ ಮೇ 10 ರಂದು ಸಂಜೆ 4 ಗಂಟೆಗೆ ಅರಮನೆ ಆವರಣದಲ್ಲಿ ಸಿವಿಲ್ ಡಿಫೆನ್ಸ್ ಮಾಕ್ ಡ್ರಿಲ್ ನಡೆಸಲು ಜಿಲ್ಲಾಡಳಿತ ನಿರ್ಧರಿಸಿದೆ ಎಂದು ಜಿಲ್ಲಾಧಿಕಾರಿ ಜಿ.ಲಕ್ಷ್ಮೀಕಾಂತ ರೆಡ್ಡಿ ತಿಳಿಸಿದರು. ನಗರದ ಜಿಲ್ಲಾಧಿಕಾರಿಗಳ ಕಚೇರಿಯ ಸಭಾಂಗಣದಲ್ಲಿ ಹಮ್ಮಿಕೊಂಡಿದ್ದ ಸಿವಿಲ್ ಡಿಫೆನ್ಸ್ ಮಾಕ್ ಡ್ರಿಲ್ ಕುರಿತು ಹಮ್ಮಿಕೊಂಡಿದ್ದ ಅಧಿಕಾರಿಗಳ ಸಭೆಯ ಅಧ್ಯಕ್ಷತೆ ವಹಿಸಿ ಮಾತನಾಡಿದ ಅವರು, ಮೇ 10 ರಂದು ಸಿವಿಲ್ ಡಿಫೆನ್ಸ್ ಮಾಕ್ ಡ್ರಿಲ್ ಅನ್ನು ನಡೆಸಲಾಗುವುದು. ಸಂಜೆ 4 ಗಂಟೆಯಿಂದ ಹಮ್ಮಿಕೊಳ್ಳಲಾಗಿದೆ. ಮಾಕ್ ಡ್ರಿಲ್ ನಲ್ಲಿ ನಗರದ ವಿವಿಧ ಇಲಾಖೆಗಳು ಭಾಗವಹಿಸಲಿವೆ. ಈ ಅಧಿಕಾರಿಗಳು ಸಿದ್ಧತೆ ಮಾಡಿಕೊಳ್ಳಬೇಕು ಎಂದು ಸೂಚಿಸಿದರು. xyxy=(38,1571,188,1823)
highlight-item: ▶ 260 ಅಡಿ ಉದ್ದ ಹಾಗೂ 7 ಮೆಟ್ಟಿಲುಗಳ ಬೃಹತ್ ವೇದಿಕೆ xyxy=(612,608,758,648)
row-number: 5 xyxy=(209,1802,227,1819)
vikrama-sub: ಉಜ್ವಲ ರಾಷ್ಟ್ರೀಯ ವಾರಪತ್ರಿಕೆ xyxy=(1100,1245,1195,1256)
event-photo-2 xyxy=(1038,560,1300,672)
story2-body-col1: ಮೈಸೂರು: ಮೈಸೂರು ಬಂಟರ ಸಂಘ ಪ್ರತಿಷ್ಠಿತ ಬಂದು 50 ವರ್ಷಗಳನ್ನು ಪೂರೈಸುತ್ತಿದ್ದು, ತನ್ನ ಸುವರ್ಣ ಮಹೋತ್ಸವವನ್ನು ಮೇ 11 ರಂದು ಆಚರಿಸಿಕೊಳ್ಳುತ್ತಿದೆ ಎಂದು ಸಂಘದ ಅಧ್ಯಕ್ಷ ಟಿ.ಪ್ರಭಾಕರ್ ಶೆಟ್ಟಿ ತಿಳಿಸಿದರು. ಮೈಸೂರಿನ ನಗರದ ಜಿಲ್ಲಾ ಪತ್ರಕರ್ತರ ಭವನದಲ್ಲಿ ನಡೆದ ಸುದ್ದಿಗೋಷ್ಠಿಯಲ್ಲಿ ಮಾತನಾಡಿದ ಅವರು, ಭಾನುವಾರ ಬೆಳಿಗ್ಗೆ 10 ಗಂಟೆಗೆ ಸ್ವರ್ಣ ಮಹೋತ್ಸವ ಸಮಾರಂಭವನ್ನು ವಿಜಯನಗರದ ಮಾರನೇ ಹಂತದಲ್ಲಿರುವ ಅಶಾ ಪ್ರಕಾಶ್ ಶೆಟ್ಟಿ ಬಂಟರ ಭವನದಲ್ಲಿ ಹಮ್ಮಿಕೊಳ್ಳಲಾಗಿದೆ. ಸಮಾರಂಭದ ದಿವ್ಯ ಸಾನ್ನಿಧ್ಯವನ್ನು ಸುತ್ತೂರು ಮಠದ ಪೀಠಾಧಿಪತಿಗಳಾದ ಶ್ರೀ ಶಿವರಾತ್ರಿ ದೇಶಿಕೇಂದ್ರ ಮಹಾಸ್ವಾಮೀಜಿಯವರು ವಹಿಸಲಿದ್ದಾರೆ. ಮುಖ್ಯಮಂತ್ರಿ ಸಿದ್ದರಾಮಯ್ಯನವರು ಸಮಾರಂಭವನ್ನು ಉದ್ಘಾಟಿಸಲಿದ್ದಾರೆ. xyxy=(38,913,238,1105)
lamp-icon: ✦ xyxy=(912,13,952,53)
person-figure xyxy=(290,943,342,1013)
row-number: 6 xyxy=(209,1819,227,1836)
